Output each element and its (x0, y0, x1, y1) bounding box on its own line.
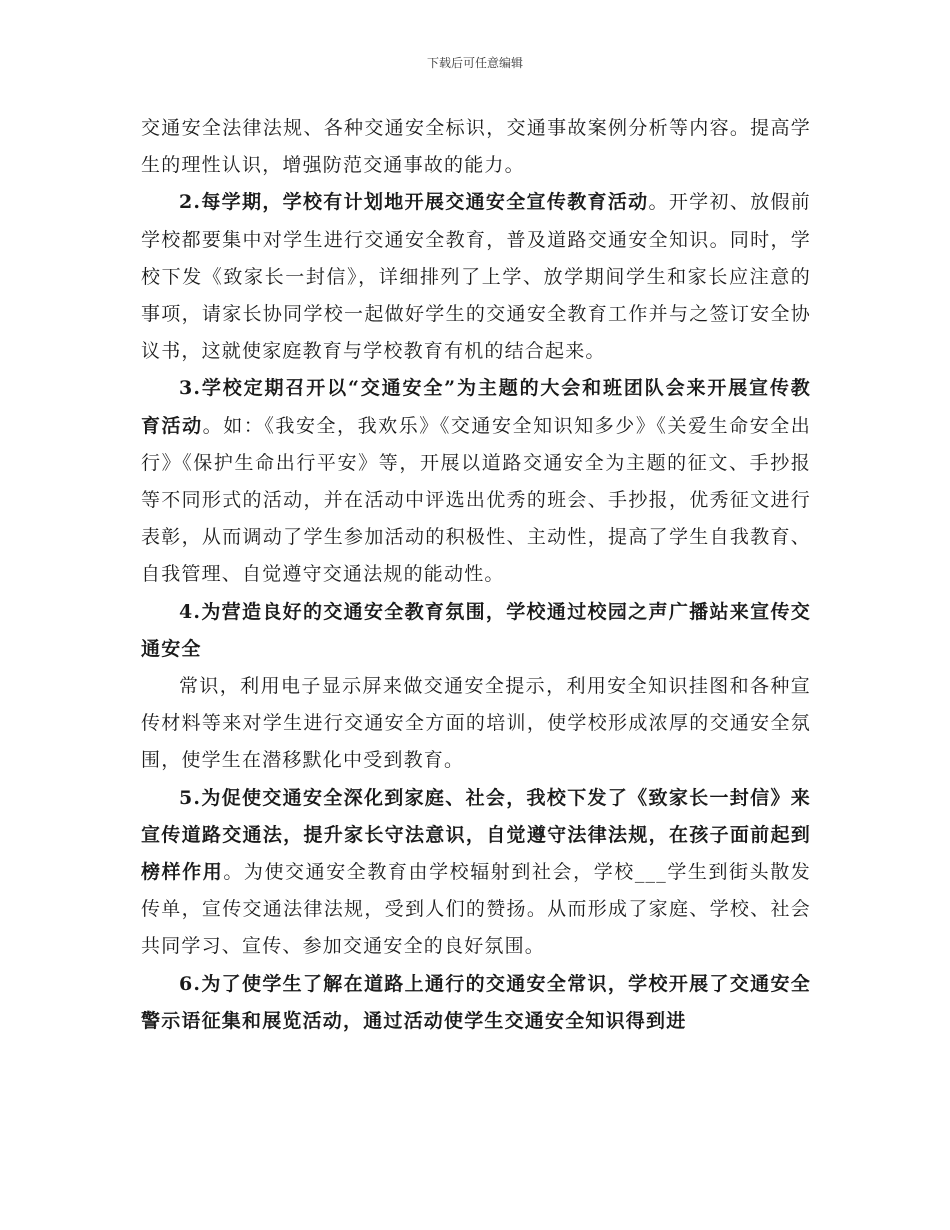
paragraph-item-5 (141, 780, 811, 966)
item-3-body: 。如：《我安全，我欢乐》《交通安全知识知多少》《关爱生命安全出行》《保护生命出行平安》等，开展以道路交通安全为主题的征文、手抄报等不同形式的活动，并在活动中评选出优秀的班会、手抄报，优秀征文进行表彰，从而调动了学生参加活动的积极性、主动性，提高了学生自我教育、自我管理、自觉遵守交通法规的能动性。 (141, 414, 811, 586)
document-body (141, 110, 811, 1040)
item-5-heading: 5.为促使交通安全深化到家庭、社会，我校下发了《致家长一封信》来宣传道路交通法，提升家长守法意识，自觉遵守法律法规，在孩子面前起到榜样作用 (141, 786, 811, 884)
paragraph-item-4-heading: 4.为营造良好的交通安全教育氛围，学校通过校园之声广播站来宣传交通安全 (141, 600, 811, 660)
item-3-heading: 3.学校定期召开以“交通安全”为主题的大会和班团队会来开展宣传教育活动 (141, 377, 811, 437)
paragraph-intro: 交通安全法律法规、各种交通安全标识，交通事故案例分析等内容。提高学生的理性认识，增强防范交通事故的能力。 (141, 117, 811, 177)
paragraph-item-4-body: 常识，利用电子显示屏来做交通安全提示，利用安全知识挂图和各种宣传材料等来对学生进行交通安全方面的培训，使学校形成浓厚的交通安全氛围，使学生在潜移默化中受到教育。 (141, 675, 811, 772)
paragraph-item-3 (141, 370, 811, 593)
item-2-heading: 2.每学期，学校有计划地开展交通安全宣传教育活动 (179, 191, 649, 214)
paragraph-item-2 (141, 184, 811, 370)
item-2-body: 。开学初、放假前学校都要集中对学生进行交通安全教育，普及道路交通安全知识。同时，学校下发《致家长一封信》，详细排列了上学、放学期间学生和家长应注意的事项，请家长协同学校一起做好学生的交通安全教育工作并与之签订安全协议书，这就使家庭教育与学校教育有机的结合起来。 (141, 191, 811, 363)
item-5-body: 。为使交通安全教育由学校辐射到社会，学校___学生到街头散发传单，宣传交通法律法规，受到人们的赞扬。从而形成了家庭、学校、社会共同学习、宣传、参加交通安全的良好氛围。 (141, 861, 811, 958)
page-header: 下载后可任意编辑 (426, 56, 523, 70)
paragraph-item-6-heading: 6.为了使学生了解在道路上通行的交通安全常识，学校开展了交通安全警示语征集和展览活动，通过活动使学生交通安全知识得到进 (141, 972, 811, 1032)
